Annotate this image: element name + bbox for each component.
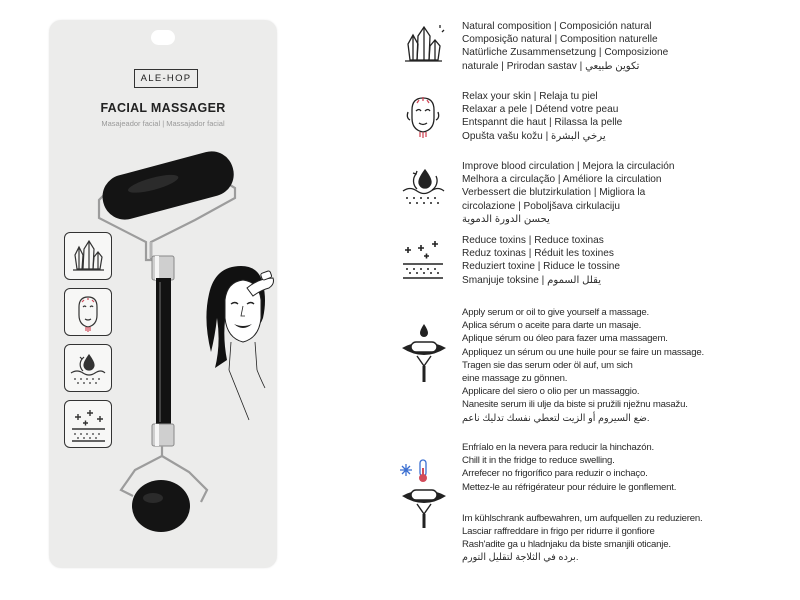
blood-circulation-icon: [398, 160, 448, 210]
brand-logo: ALE-HOP: [134, 69, 198, 88]
product-subtitle: Masajeador facial | Massajador facial: [101, 119, 225, 128]
feature-relax-skin: Relax your skin | Relaja tu piel Relaxar a pele | Détend votre peau Entspannt die haut | Rilassa la pelle Opušta vašu kožu | يرخي البشرة: [462, 91, 623, 142]
serum-roller-icon: [398, 322, 448, 384]
toxins-icon: [398, 234, 448, 284]
relaxed-face-icon: [398, 90, 448, 140]
jade-roller-image: [49, 20, 277, 568]
feature-natural-composition: Natural composition | Composición natural Composição natural | Composition naturelle Natürliche Zusammensetzung | Composizione naturale | Prirodan sastav | تكوين طبيعي: [462, 21, 669, 72]
product-title: FACIAL MASSAGER: [100, 101, 226, 115]
crystals-icon: [398, 20, 448, 70]
cold-roller-icon: [398, 458, 448, 530]
product-package-card: [49, 20, 277, 568]
feature-blood-circulation: Improve blood circulation | Mejora la circulación Melhora a circulação | Améliore la circulation Verbessert die blutzirkulation | Migliora la circolazione | Poboljšava cirkulaciju يحسن الدورة الدموية: [462, 161, 675, 225]
instruction-chill-fridge: Enfríalo en la nevera para reducir la hinchazón. Chill it in the fridge to reduce swelling. Arrefecer no frigorífico para reduzir o inchaço. Mettez-le au réfrigérateur pour réduire le gonflement. Im kühlschrank aufbewahren, um aufquellen zu reduzieren. Lasciar raffreddare in frigo per ridurre il gonfiore Rash'adite ga u hladnjaku da biste smanjili oticanje. برده في الثلاجة لتقليل التورم.: [462, 442, 703, 564]
feature-reduce-toxins: Reduce toxins | Reduce toxinas Reduz toxinas | Réduit les toxines Reduziert toxine | Riduce le tossine Smanjuje toksine | يقلل السموم: [462, 235, 621, 286]
instruction-apply-serum: Apply serum or oil to give yourself a massage. Aplica sérum o aceite para darte un masaje. Aplique sérum ou óleo para fazer uma massagem. Appliquez un sérum ou une huile pour se faire un massage. Tragen sie das serum oder öl auf, um sich eine massage zu gönnen. Applicare del siero o olio per un massaggio. Nanesite serum ili ulje da biste si pružili nježnu masažu. ضع السيروم أو الزيت لتعطي نفسك تدليك ناعم.: [462, 307, 704, 424]
